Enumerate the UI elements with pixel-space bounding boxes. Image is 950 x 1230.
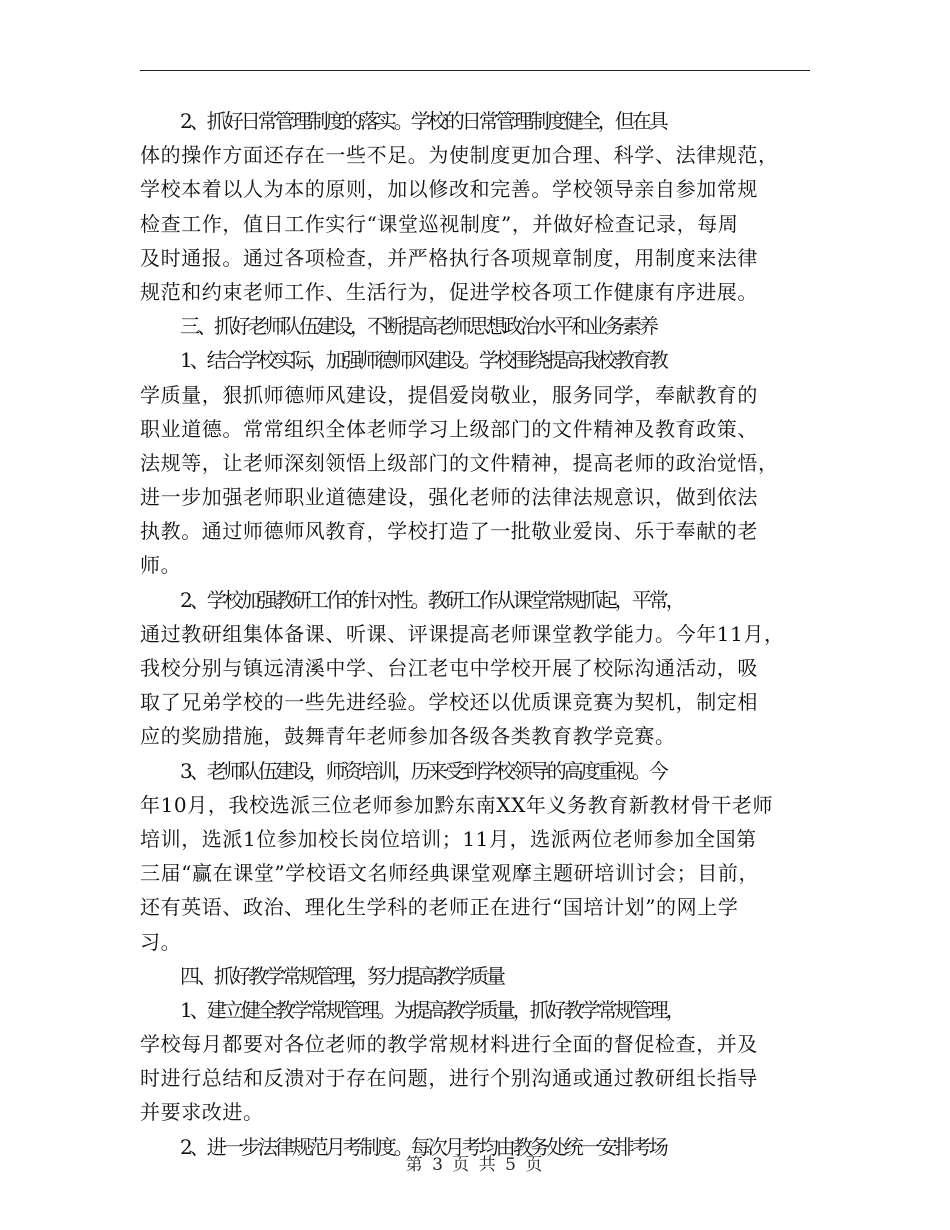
paragraph-line: 培训，选派1位参加校长岗位培训；11月，选派两位老师参加全国第	[140, 826, 757, 851]
paragraph-line: 习。	[140, 929, 182, 954]
paragraph-line: 学质量，狠抓师德师风建设，提倡爱岗敬业，服务同学，奉献教育的	[140, 382, 758, 407]
paragraph-line: 体的操作方面还存在一些不足。为使制度更加合理、科学、法律规范，	[140, 143, 779, 168]
paragraph-line: 3、老师队伍建设，师资培训，历来受到学校领导的高度重视。今	[180, 758, 666, 783]
paragraph-line: 检查工作，值日工作实行“课堂巡视制度”，并做好检查记录，每周	[140, 211, 739, 236]
paragraph-line: 进一步加强老师职业道德建设，强化老师的法律法规意识，做到依法	[140, 485, 758, 510]
paragraph-line: 师。	[140, 553, 182, 578]
paragraph-line: 应的奖励措施，鼓舞青年老师参加各级各类教育教学竞赛。	[140, 724, 676, 749]
paragraph-line: 及时通报。通过各项检查，并严格执行各项规章制度，用制度来法律	[140, 245, 758, 270]
header-rule	[140, 70, 810, 71]
paragraph-line: 学校每月都要对各位老师的教学常规材料进行全面的督促检查，并及	[140, 1032, 758, 1057]
paragraph-line: 2、抓好日常管理制度的落实。学校的日常管理制度健全，但在具	[180, 109, 666, 133]
paragraph-line: 职业道德。常常组织全体老师学习上级部门的文件精神及教育政策、	[140, 416, 758, 441]
paragraph-line: 规范和约束老师工作、生活行为，促进学校各项工作健康有序进展。	[140, 279, 758, 304]
paragraph-line: 三、抓好老师队伍建设，不断提高老师思想政治水平和业务素养	[180, 314, 656, 339]
paragraph-line: 时进行总结和反溃对于存在问题，进行个别沟通或通过教研组长指导	[140, 1066, 758, 1091]
paragraph-line: 1、结合学校实际，加强师德师风建设。学校围绕提高我校教育教	[180, 348, 666, 373]
paragraph-line: 1、建立健全教学常规管理。为提高教学质量，抓好教学常规管理，	[180, 997, 683, 1022]
page-footer: 第 3 页 共 5 页	[405, 1155, 545, 1175]
document-body	[140, 104, 810, 1164]
paragraph-line: 并要求改进。	[140, 1100, 264, 1125]
paragraph-line: 2、进一步法律规范月考制度。每次月考均由教务处统一安排考场	[180, 1134, 666, 1159]
paragraph-line: 年10月，我校选派三位老师参加黔东南XX年义务教育新教材骨干老师	[140, 792, 774, 817]
paragraph-line: 学校本着以人为本的原则，加以修改和完善。学校领导亲自参加常规	[140, 177, 758, 202]
paragraph-line: 法规等，让老师深刻领悟上级部门的文件精神，提高老师的政治觉悟，	[140, 450, 779, 475]
paragraph-line: 执教。通过师德师风教育，学校打造了一批敬业爱岗、乐于奉献的老	[140, 519, 758, 544]
paragraph-line: 三届“赢在课堂”学校语文名师经典课堂观摩主题研培训讨会；目前，	[140, 861, 760, 886]
paragraph-line: 取了兄弟学校的一些先进经验。学校还以优质课竞赛为契机，制定相	[140, 690, 758, 715]
paragraph-line: 2、学校加强教研工作的针对性。教研工作从课堂常规抓起，平常，	[180, 587, 683, 612]
paragraph-line: 四、抓好教学常规管理，努力提高教学质量	[180, 963, 503, 988]
paragraph-line: 我校分别与镇远清溪中学、台江老屯中学校开展了校际沟通活动，吸	[140, 656, 758, 680]
paragraph-line: 还有英语、政治、理化生学科的老师正在进行“国培计划”的网上学	[140, 895, 739, 920]
paragraph-line: 通过教研组集体备课、听课、评课提高老师课堂教学能力。今年11月，	[140, 621, 785, 646]
